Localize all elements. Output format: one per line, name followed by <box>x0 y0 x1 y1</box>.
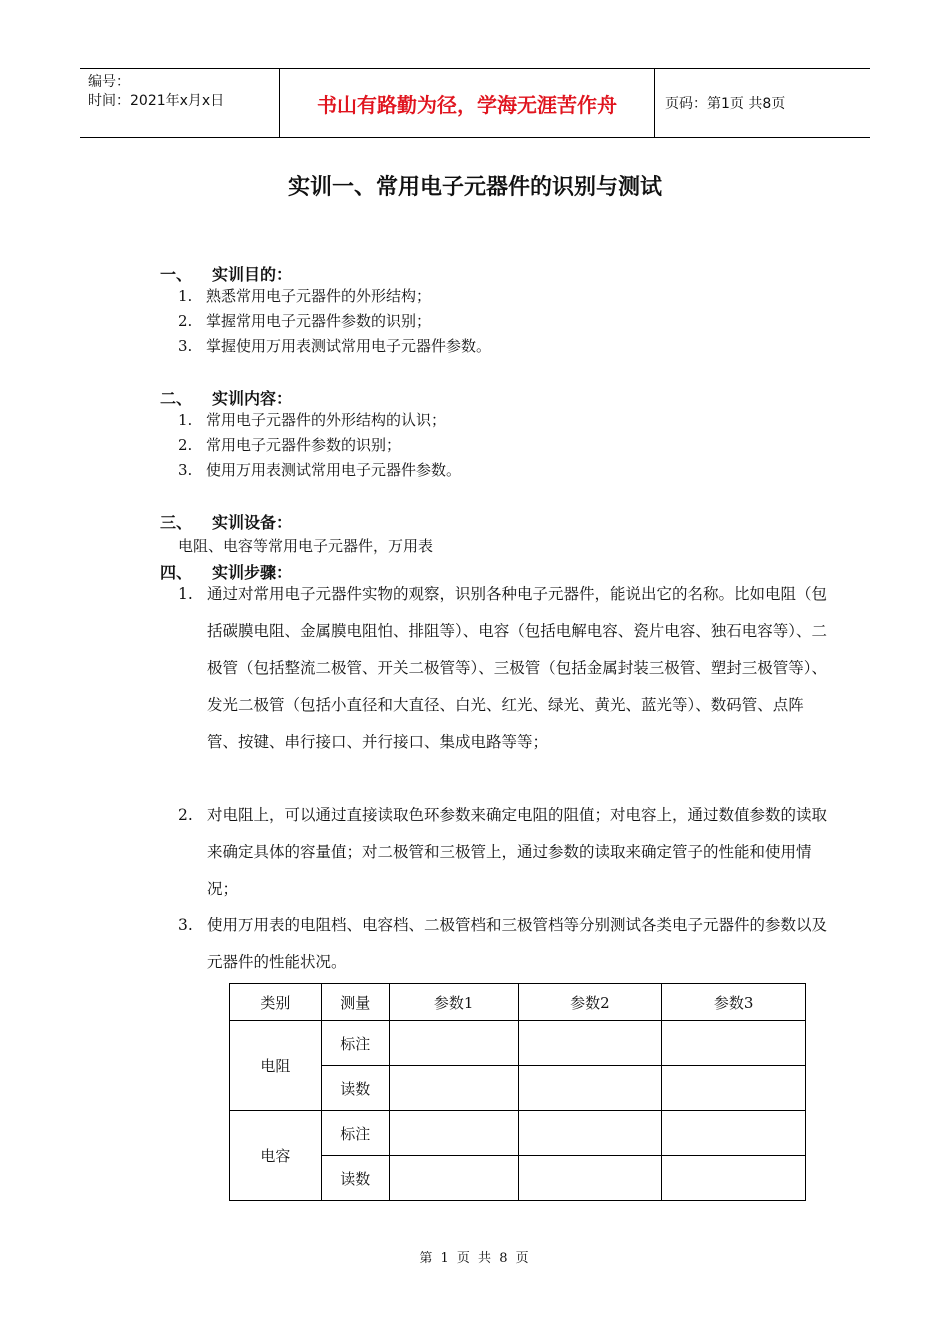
step-text: 使用万用表的电阻档、电容档、二极管档和三极管档等分别测试各类电子元器件的参数以及元器件的性能状况。 <box>207 916 828 971</box>
table-row <box>230 1111 806 1156</box>
step-item <box>178 797 828 908</box>
section-heading-equipment <box>160 510 292 533</box>
section-number: 四、 <box>160 563 193 582</box>
item-number: 2. <box>178 436 193 454</box>
header-motto: 书山有路勤为径，学海无涯苦作舟 <box>280 69 655 137</box>
table-header-cell: 测量 <box>321 984 389 1021</box>
list-item <box>178 433 401 457</box>
value-cell[interactable] <box>518 1021 662 1066</box>
code-label: 编号： <box>88 74 130 90</box>
item-number: 3. <box>178 461 193 479</box>
category-cell: 电容 <box>230 1111 322 1201</box>
section-number: 一、 <box>160 265 193 284</box>
item-number: 3. <box>178 337 193 355</box>
measure-cell: 标注 <box>321 1111 389 1156</box>
item-number: 2. <box>178 312 193 330</box>
step-number: 1. <box>178 585 193 603</box>
section-heading-content <box>160 386 292 409</box>
step-text: 通过对常用电子元器件实物的观察，识别各种电子元器件，能说出它的名称。比如电阻（包括碳膜电阻、金属膜电阻怕、排阻等）、电容（包括电解电容、瓷片电容、独石电容等）、二极管（包括整流二极管、开关二极管等）、三极管（包括金属封装三极管、塑封三极管等）、发光二极管（包括小直径和大直径、白光、红光、绿光、黄光、蓝光等）、数码管、点阵管、按键、串行接口、并行接口、集成电路等等； <box>207 585 828 751</box>
section-number: 三、 <box>160 513 193 532</box>
list-item <box>178 334 491 358</box>
section-title: 实训步骤： <box>212 563 293 582</box>
table-header-cell: 参数1 <box>389 984 518 1021</box>
step-number: 3. <box>178 916 193 934</box>
page-header <box>80 68 870 138</box>
step-item <box>178 576 828 761</box>
item-text: 熟悉常用电子元器件的外形结构； <box>206 287 432 305</box>
section-title: 实训内容： <box>212 389 293 408</box>
measure-cell: 标注 <box>321 1021 389 1066</box>
equipment-text: 电阻、电容等常用电子元器件，万用表 <box>178 537 434 555</box>
section-title: 实训目的： <box>212 265 293 284</box>
value-cell[interactable] <box>662 1021 806 1066</box>
table-header-cell: 参数2 <box>518 984 662 1021</box>
step-number: 2. <box>178 806 193 824</box>
header-page-info: 页码：第1页 共8页 <box>665 96 786 112</box>
item-text: 常用电子元器件的外形结构的认识； <box>206 411 447 429</box>
table-header-cell: 类别 <box>230 984 322 1021</box>
step-text: 对电阻上，可以通过直接读取色环参数来确定电阻的阻值；对电容上，通过数值参数的读取来确定具体的容量值；对二极管和三极管上，通过参数的读取来确定管子的性能和使用情况； <box>207 806 828 898</box>
value-cell[interactable] <box>389 1156 518 1201</box>
item-text: 掌握常用电子元器件参数的识别； <box>206 312 432 330</box>
item-text: 常用电子元器件参数的识别； <box>206 436 402 454</box>
category-cell: 电阻 <box>230 1021 322 1111</box>
section-title: 实训设备： <box>212 513 293 532</box>
step-item <box>178 907 828 981</box>
value-cell[interactable] <box>389 1111 518 1156</box>
time-label: 时间：2021年x月x日 <box>88 93 225 109</box>
value-cell[interactable] <box>662 1066 806 1111</box>
table-header-cell: 参数3 <box>662 984 806 1021</box>
item-number: 1. <box>178 287 193 305</box>
section-heading-objectives <box>160 262 292 285</box>
value-cell[interactable] <box>518 1156 662 1201</box>
value-cell[interactable] <box>662 1111 806 1156</box>
list-item <box>178 284 431 308</box>
item-text: 掌握使用万用表测试常用电子元器件参数。 <box>206 337 492 355</box>
measure-cell: 读数 <box>321 1156 389 1201</box>
list-item <box>178 309 431 333</box>
table-row <box>230 1021 806 1066</box>
value-cell[interactable] <box>389 1021 518 1066</box>
section-number: 二、 <box>160 389 193 408</box>
measure-cell: 读数 <box>321 1066 389 1111</box>
table-header-row <box>230 984 806 1021</box>
value-cell[interactable] <box>389 1066 518 1111</box>
item-text: 使用万用表测试常用电子元器件参数。 <box>206 461 462 479</box>
value-cell[interactable] <box>518 1111 662 1156</box>
page-footer: 第 1 页 共 8 页 <box>419 1251 531 1266</box>
value-cell[interactable] <box>662 1156 806 1201</box>
item-number: 1. <box>178 411 193 429</box>
list-item <box>178 458 461 482</box>
header-meta <box>80 69 280 137</box>
value-cell[interactable] <box>518 1066 662 1111</box>
document-title: 实训一、常用电子元器件的识别与测试 <box>287 175 662 200</box>
measurement-table <box>229 983 806 1201</box>
list-item <box>178 408 446 432</box>
